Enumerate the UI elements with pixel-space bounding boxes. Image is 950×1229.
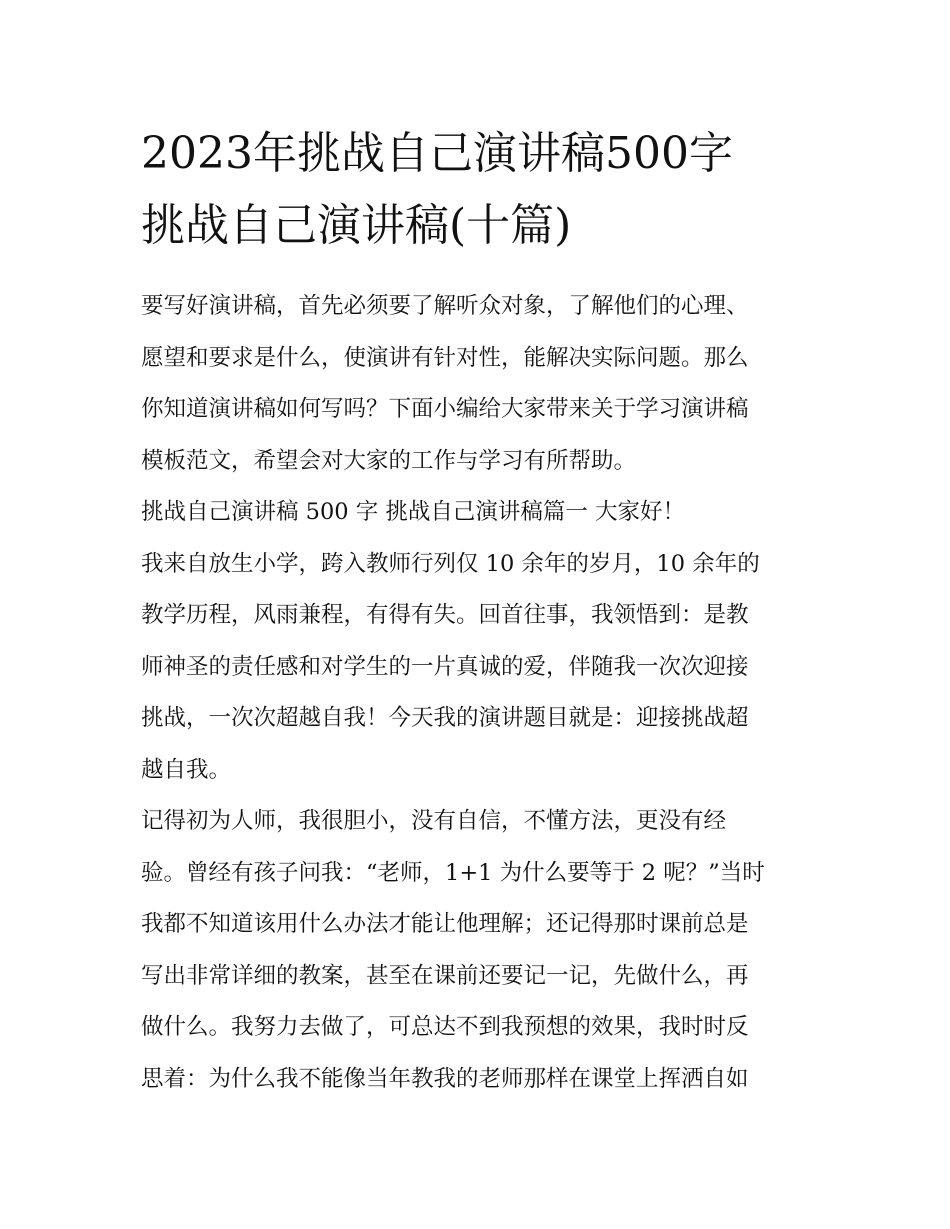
paragraph-heading xyxy=(141,487,813,539)
text-line: 记得初为人师，我很胆小，没有自信，不懂方法，更没有经 xyxy=(141,808,727,834)
text-line: 模板范文，希望会对大家的工作与学习有所帮助。 xyxy=(141,447,637,474)
text-line: 写出非常详细的教案，甚至在课前还要记一记，先做什么，再 xyxy=(141,962,749,989)
paragraph-memory xyxy=(141,796,813,1105)
title-line-1: 2023年挑战自己演讲稿500字 xyxy=(141,128,733,179)
text-line: 师神圣的责任感和对学生的一片真诚的爱，伴随我一次次迎接 xyxy=(141,653,749,680)
document-title xyxy=(141,118,813,262)
title-line-2: 挑战自己演讲稿(十篇) xyxy=(141,200,572,251)
text-line: 我都不知道该用什么办法才能让他理解；还记得那时课前总是 xyxy=(141,911,749,937)
text-line: 越自我。 xyxy=(141,756,232,783)
paragraph-self-intro xyxy=(141,539,813,797)
text-line: 思着：为什么我不能像当年教我的老师那样在课堂上挥洒自如 xyxy=(141,1065,749,1092)
text-line: 愿望和要求是什么，使演讲有针对性，能解决实际问题。那么 xyxy=(141,344,749,371)
text-line: 要写好演讲稿，首先必须要了解听众对象，了解他们的心理、 xyxy=(141,293,749,319)
text-line: 我来自放生小学，跨入教师行列仅 10 余年的岁月，10 余年的 xyxy=(141,550,760,577)
text-line: 教学历程，风雨兼程，有得有失。回首往事，我领悟到：是教 xyxy=(141,602,749,628)
paragraph-intro xyxy=(141,281,813,487)
text-line: 做什么。我努力去做了，可总达不到我预想的效果，我时时反 xyxy=(141,1014,749,1040)
text-line: 挑战自己演讲稿 500 字 挑战自己演讲稿篇一 大家好！ xyxy=(141,499,686,525)
document-body xyxy=(141,281,813,1105)
text-line: 挑战，一次次超越自我！今天我的演讲题目就是：迎接挑战超 xyxy=(141,705,749,731)
text-line: 你知道演讲稿如何写吗？下面小编给大家带来关于学习演讲稿 xyxy=(141,396,749,422)
text-line: 验。曾经有孩子问我：“老师，1+1 为什么要等于 2 呢？”当时 xyxy=(141,859,765,886)
document-page xyxy=(141,118,813,1105)
